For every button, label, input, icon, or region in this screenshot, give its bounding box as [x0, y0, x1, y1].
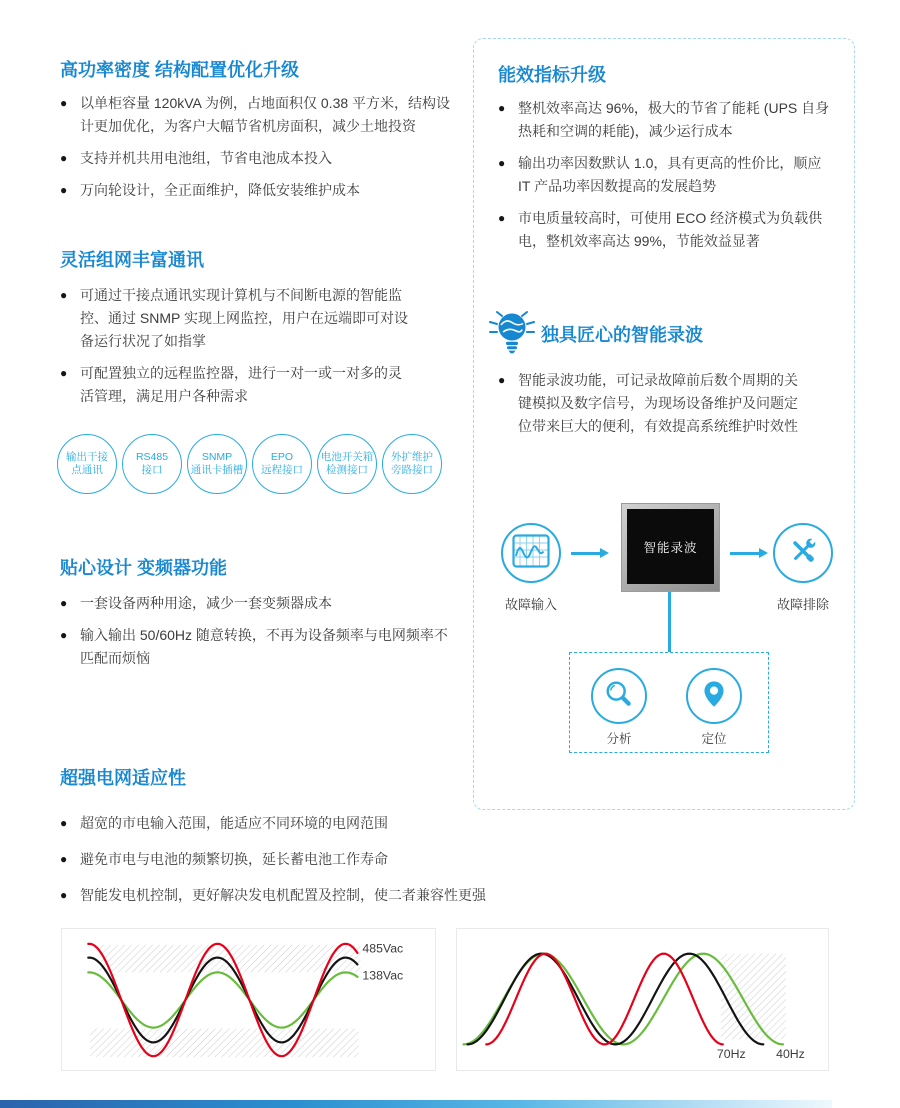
bullet-item: ● 输入输出 50/60Hz 随意转换，不再为设备频率与电网频率不匹配而烦恼: [60, 624, 450, 670]
frequency-converter-bullets: [60, 592, 450, 679]
bullet-item: ● 以单柜容量 120kVA 为例，占地面积仅 0.38 平方米，结构设计更加优化，为客户大幅节省机房面积，减少土地投资: [60, 92, 458, 138]
lightbulb-icon: [489, 307, 535, 360]
recorder-heading-row: [489, 307, 703, 360]
badge-maintenance-bypass: 外扩维护 旁路接口: [382, 434, 442, 494]
bullet-item: ● 输出功率因数默认 1.0，具有更高的性价比，顺应 IT 产品功率因数提高的发展趋势: [498, 152, 830, 198]
section-title-frequency-converter: 贴心设计 变频器功能: [60, 558, 228, 578]
waveform-monitor-icon: [512, 534, 550, 573]
section-title-power-density: 高功率密度 结构配置优化升级: [60, 60, 299, 80]
bullet-item: ● 市电质量较高时，可使用 ECO 经济模式为负载供电，整机效率高达 99%，节能效益显著: [498, 207, 830, 253]
svg-text:485Vac: 485Vac: [362, 941, 404, 956]
analysis-circle: [591, 668, 647, 724]
fault-fix-circle: [773, 523, 833, 583]
smart-recorder-screen: [621, 503, 720, 592]
frequency-range-chart: [456, 928, 829, 1071]
fault-input-label: 故障输入: [504, 597, 557, 612]
bullet-item: ● 可通过干接点通讯实现计算机与不间断电源的智能监控、通过 SNMP 实现上网监控，用户在远端即可对设备运行状况了如指掌: [60, 284, 412, 353]
feature-panel: [473, 38, 855, 810]
smart-recorder-bullets: [498, 369, 798, 447]
comm-badge-row: [57, 434, 442, 494]
section-title-grid-adaptability: 超强电网适应性: [60, 768, 186, 788]
fault-input-circle: [501, 523, 561, 583]
svg-text:138Vac: 138Vac: [362, 968, 404, 983]
section-title-networking: 灵活组网丰富通讯: [60, 250, 204, 270]
badge-snmp: SNMP 通讯卡插槽: [187, 434, 247, 494]
locate-circle: [686, 668, 742, 724]
badge-dry-contact: 输出干接 点通讯: [57, 434, 117, 494]
power-density-bullets: [60, 92, 458, 211]
bullet-item: ● 一套设备两种用途，减少一套变频器成本: [60, 592, 450, 615]
magnifier-icon: [603, 678, 635, 715]
bullet-item: ● 万向轮设计，全正面维护，降低安装维护成本: [60, 179, 458, 202]
bullet-item: ● 支持并机共用电池组，节省电池成本投入: [60, 147, 458, 170]
section-title-efficiency: 能效指标升级: [498, 65, 606, 85]
efficiency-bullets: [498, 97, 830, 262]
networking-bullets: [60, 284, 412, 417]
bullet-item: ● 智能发电机控制，更好解决发电机配置及控制，使二者兼容性更强: [60, 884, 660, 907]
fault-fix-label: 故障排除: [776, 597, 829, 612]
badge-epo: EPO 远程接口: [252, 434, 312, 494]
footer-accent-bar: [0, 1100, 832, 1108]
voltage-range-chart: [61, 928, 436, 1071]
bullet-item: ● 超宽的市电输入范围，能适应不同环境的电网范围: [60, 812, 660, 835]
badge-battery-switch: 电池开关箱 检测接口: [317, 434, 377, 494]
grid-adaptability-bullets: [60, 812, 660, 920]
arrow-right-icon: [571, 552, 600, 555]
bullet-item: ● 可配置独立的远程监控器，进行一对一或一对多的灵活管理，满足用户各种需求: [60, 362, 412, 408]
smart-recorder-screen-label: 智能录波: [627, 509, 714, 584]
tools-icon: [786, 534, 820, 573]
analysis-label: 分析: [606, 732, 632, 746]
badge-rs485: RS485 接口: [122, 434, 182, 494]
svg-text:70Hz: 70Hz: [716, 1047, 746, 1062]
bullet-item: ● 避免市电与电池的频繁切换，延长蓄电池工作寿命: [60, 848, 660, 871]
svg-text:40Hz: 40Hz: [776, 1047, 805, 1062]
arrow-right-icon: [730, 552, 759, 555]
bullet-item: ● 整机效率高达 96%，极大的节省了能耗 (UPS 自身热耗和空调的耗能)，减少运行成本: [498, 97, 830, 143]
locate-label: 定位: [701, 732, 727, 746]
location-pin-icon: [699, 679, 729, 714]
bullet-item: ● 智能录波功能，可记录故障前后数个周期的关键模拟及数字信号，为现场设备维护及问题定位带来巨大的便利，有效提高系统维护时效性: [498, 369, 798, 438]
section-title-smart-recorder: 独具匠心的智能录波: [541, 324, 703, 345]
connector-line: [668, 592, 671, 652]
